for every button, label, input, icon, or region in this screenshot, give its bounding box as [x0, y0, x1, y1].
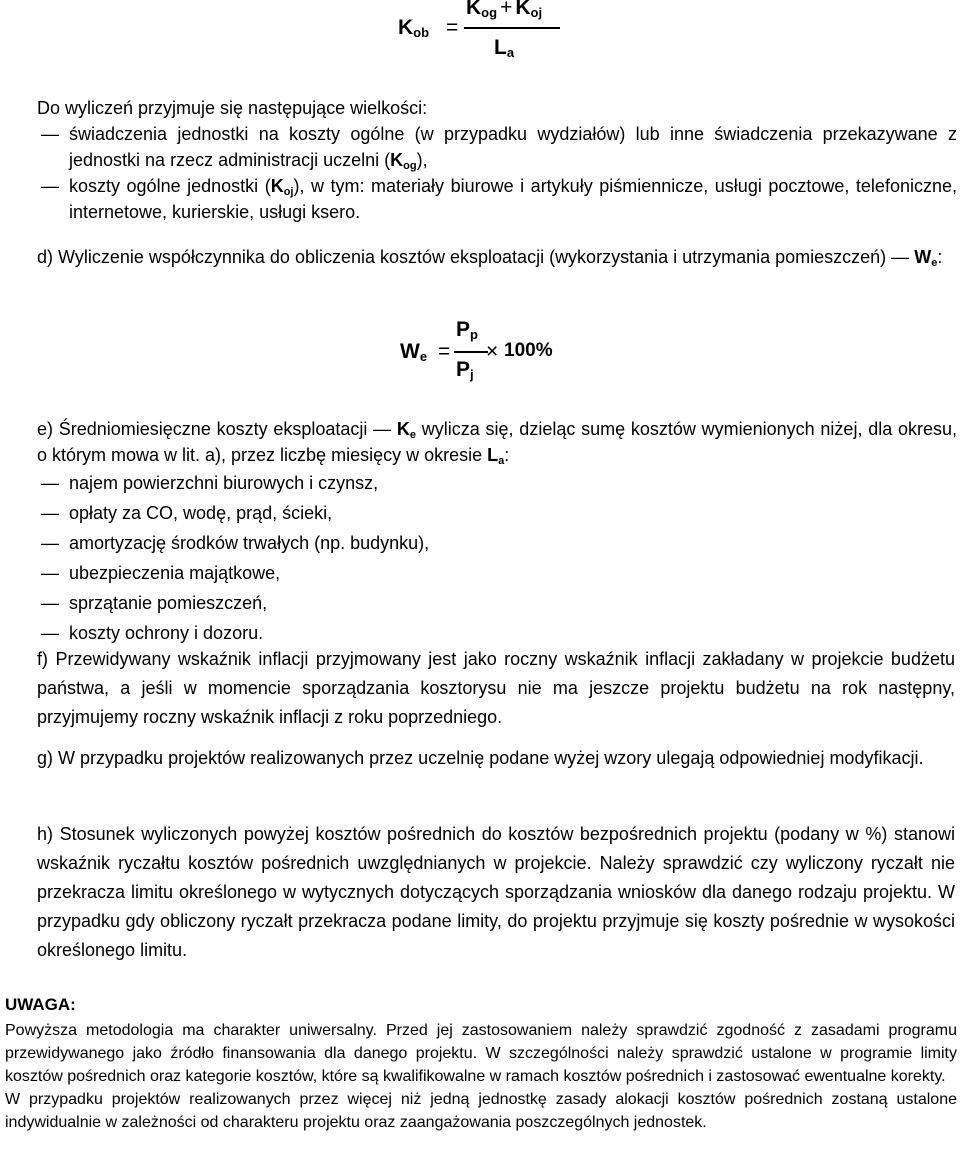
section-f-text: Przewidywany wskaźnik inflacji przyjmowany jest jako roczny wskaźnik inflacji zakładany w projekcie budżetu państwa, a jeśli w momencie sporządzania kosztorysu nie ma jeszcze projektu budżetu na rok następny, przyjmujemy roczny wskaźnik inflacji z roku poprzedniego. — [37, 649, 955, 727]
section-e-text: e) Średniomiesięczne koszty eksploatacji — $K_e$ wylicza się, dzieląc sumę kosztów wymienionych niżej, dla okresu, o którym mowa w lit. a), przez liczbę miesięcy w okresie $L_a$: — [37, 419, 957, 467]
section-g-label: g) — [37, 748, 54, 768]
formula-we-denominator: $P_j$ — [456, 358, 474, 382]
list-item: — najem powierzchni biurowych i czynsz, — [37, 468, 957, 498]
formula-we — [400, 318, 580, 390]
formula-we-percent: 100% — [504, 340, 553, 361]
formula-we-numerator: $P_p$ — [456, 318, 478, 342]
intro-block — [37, 95, 957, 225]
section-d: d) Wyliczenie współczynnika do obliczenia kosztów eksploatacji (wykorzystania i utrzymania pomieszczeń) — $W_e$: — [37, 247, 943, 269]
section-e — [37, 416, 957, 648]
formula-kob — [398, 0, 568, 70]
section-h — [37, 820, 955, 965]
dash-bullet: — — [41, 593, 59, 613]
uwaga-paragraph-1: Powyższa metodologia ma charakter uniwersalny. Przed jej zastosowaniem należy sprawdzić zgodność z zasadami programu przewidywanego jako źródło finansowania dla danego projektu. W szczególności należy sprawdzić ustalone w programie limity kosztów pośrednich oraz kategorie kosztów, które są kwalifikowalne w ramach kosztów pośrednich i zastosować ewentualne korekty. — [5, 1022, 957, 1085]
section-f — [37, 645, 955, 732]
uwaga-title: UWAGA: — [5, 995, 76, 1014]
section-h-text: Stosunek wyliczonych powyżej kosztów pośrednich do kosztów bezpośrednich projektu (podany w %) stanowi wskaźnik ryczałtu kosztów pośrednich uwzględnianych w projekcie. Należy sprawdzić czy wyliczony ryczałt nie przekracza limitu określonego w wytycznych dotyczących sporządzania wniosków dla danego rodzaju projektu. W przypadku gdy obliczony ryczałt przekracza podane limity, do projektu przyjmuje się koszty pośrednie w wysokości określonego limitu. — [37, 824, 955, 960]
dash-bullet: — — [41, 503, 59, 523]
list-item: — koszty ochrony i dozoru. — [37, 618, 957, 648]
formula-kob-numerator: $K_{og} + K_{oj}$ — [466, 0, 543, 20]
dash-bullet: — — [41, 124, 59, 144]
list-item: — sprzątanie pomieszczeń, — [37, 588, 957, 618]
dash-bullet: — — [41, 563, 59, 583]
uwaga-paragraph-2: W przypadku projektów realizowanych przez więcej niż jedną jednostkę zasady alokacji kosztów pośrednich zostaną ustalone indywidualnie w zależności od charakteru projektu oraz zaangażowania poszczególnych jednostek. — [5, 1091, 957, 1131]
list-item: — koszty ogólne jednostki $(K_{oj})$, w tym: materiały biurowe i artykuły piśmiennicze, usługi pocztowe, telefoniczne, internetowe, kurierskie, usługi ksero. — [37, 173, 957, 225]
dash-bullet: — — [41, 623, 59, 643]
times-sign: × — [486, 340, 499, 363]
list-item: — opłaty za CO, wodę, prąd, ścieki, — [37, 498, 957, 528]
formula-we-lhs: $W_e$ — [400, 340, 428, 364]
intro-lead: Do wyliczeń przyjmuje się następujące wielkości: — [37, 98, 428, 118]
dash-bullet: — — [41, 176, 59, 196]
formula-kob-lhs: $K_{ob}$ — [398, 16, 430, 40]
formula-we-equals: = — [438, 340, 451, 363]
dash-bullet: — — [41, 533, 59, 553]
fraction-bar — [454, 351, 488, 353]
section-g — [37, 744, 955, 773]
list-item: — amortyzację środków trwałych (np. budynku), — [37, 528, 957, 558]
section-h-label: h) — [37, 824, 54, 844]
section-g-text: W przypadku projektów realizowanych przez uczelnię podane wyżej wzory ulegają odpowiedniej modyfikacji. — [58, 748, 924, 768]
formula-kob-denominator: $L_a$ — [494, 36, 515, 60]
formula-kob-equals: = — [446, 16, 459, 39]
list-item: — ubezpieczenia majątkowe, — [37, 558, 957, 588]
fraction-bar — [464, 27, 560, 29]
list-item: — świadczenia jednostki na koszty ogólne (w przypadku wydziałów) lub inne świadczenia przekazywane z jednostki na rzecz administracji uczelni $(K_{og})$, — [37, 121, 957, 173]
section-f-label: f) — [37, 649, 48, 669]
uwaga-note — [5, 993, 957, 1134]
dash-bullet: — — [41, 473, 59, 493]
